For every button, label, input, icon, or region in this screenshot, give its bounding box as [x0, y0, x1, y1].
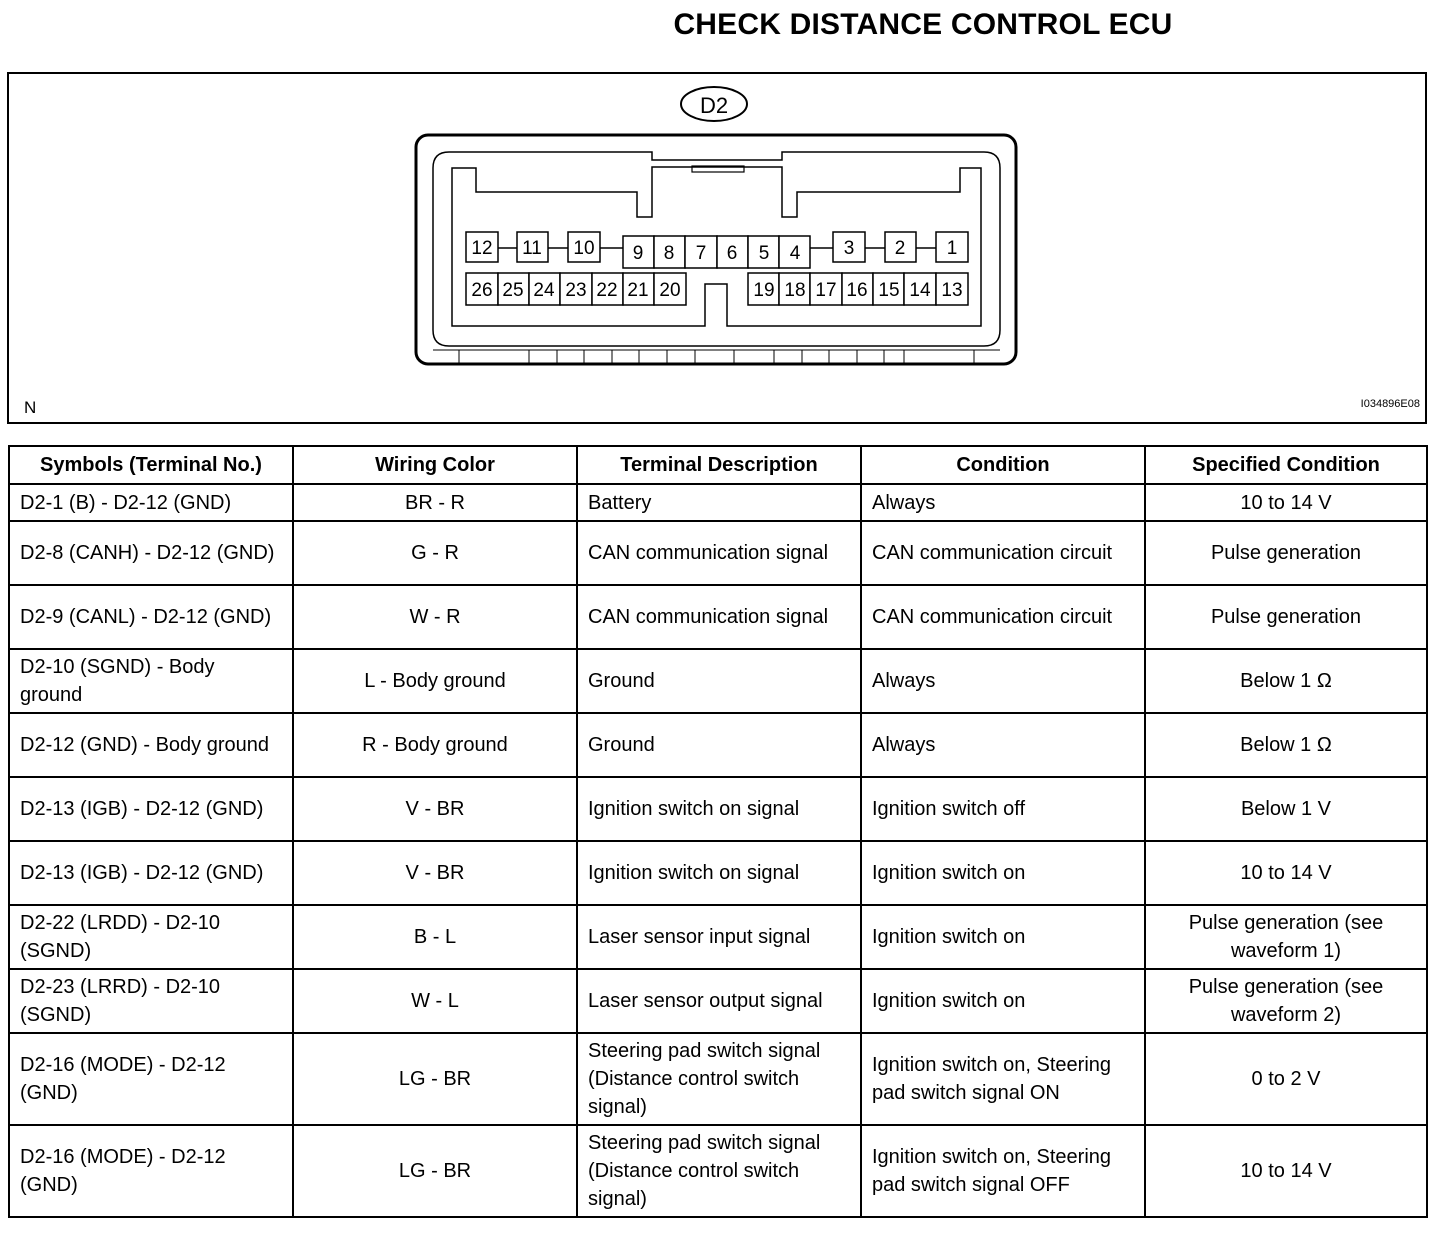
pin-4: 4 [789, 243, 801, 264]
condition-cell: CAN communication circuit [861, 585, 1145, 649]
pin-23: 23 [565, 280, 587, 301]
symbol-cell: D2-1 (B) - D2-12 (GND) [9, 484, 293, 521]
table-row [9, 649, 1427, 713]
condition-cell: Ignition switch on, Steering pad switch signal ON [861, 1033, 1145, 1125]
pin-18: 18 [784, 280, 806, 301]
pin-20: 20 [659, 280, 681, 301]
condition-cell: CAN communication circuit [861, 521, 1145, 585]
figure-code: I034896E08 [1360, 398, 1420, 410]
pin-1: 1 [946, 238, 958, 259]
specified-cell: Below 1 Ω [1145, 713, 1427, 777]
pin-10: 10 [573, 238, 595, 259]
specified-cell: 0 to 2 V [1145, 1033, 1427, 1125]
table-row [9, 1033, 1427, 1125]
symbol-cell: D2-12 (GND) - Body ground [9, 713, 293, 777]
col-header-specified-condition: Specified Condition [1145, 446, 1427, 484]
symbol-cell: D2-13 (IGB) - D2-12 (GND) [9, 841, 293, 905]
description-cell: Ignition switch on signal [577, 777, 861, 841]
description-cell: CAN communication signal [577, 521, 861, 585]
pin-12: 12 [471, 238, 493, 259]
pin-17: 17 [815, 280, 837, 301]
wiring-color-cell: BR - R [293, 484, 577, 521]
spec-table [8, 445, 1428, 1218]
specified-cell: 10 to 14 V [1145, 484, 1427, 521]
specified-cell: 10 to 14 V [1145, 1125, 1427, 1217]
wiring-color-cell: B - L [293, 905, 577, 969]
pin-21: 21 [627, 280, 649, 301]
wiring-color-cell: G - R [293, 521, 577, 585]
pin-26: 26 [471, 280, 493, 301]
table-row [9, 969, 1427, 1033]
pin-9: 9 [632, 243, 644, 264]
symbol-cell: D2-13 (IGB) - D2-12 (GND) [9, 777, 293, 841]
pin-6: 6 [726, 243, 738, 264]
pin-25: 25 [502, 280, 524, 301]
page-title: CHECK DISTANCE CONTROL ECU [673, 8, 1173, 41]
specified-cell: Pulse generation (see waveform 1) [1145, 905, 1427, 969]
specified-cell: 10 to 14 V [1145, 841, 1427, 905]
wiring-color-cell: W - R [293, 585, 577, 649]
connector-label: D2 [699, 93, 729, 118]
wiring-color-cell: L - Body ground [293, 649, 577, 713]
pin-24: 24 [533, 280, 555, 301]
specified-cell: Below 1 Ω [1145, 649, 1427, 713]
condition-cell: Ignition switch on [861, 969, 1145, 1033]
wiring-color-cell: W - L [293, 969, 577, 1033]
wiring-color-cell: LG - BR [293, 1033, 577, 1125]
pin-3: 3 [843, 238, 855, 259]
condition-cell: Ignition switch off [861, 777, 1145, 841]
pin-7: 7 [695, 243, 707, 264]
pin-22: 22 [596, 280, 618, 301]
description-cell: Laser sensor input signal [577, 905, 861, 969]
description-cell: CAN communication signal [577, 585, 861, 649]
symbol-cell: D2-16 (MODE) - D2-12 (GND) [9, 1033, 293, 1125]
pin-11: 11 [522, 238, 542, 259]
symbol-cell: D2-9 (CANL) - D2-12 (GND) [9, 585, 293, 649]
figure-note: N [24, 398, 37, 417]
condition-cell: Ignition switch on [861, 841, 1145, 905]
table-row [9, 777, 1427, 841]
pin-14: 14 [909, 280, 931, 301]
pin-19: 19 [753, 280, 775, 301]
symbol-cell: D2-8 (CANH) - D2-12 (GND) [9, 521, 293, 585]
condition-cell: Ignition switch on [861, 905, 1145, 969]
description-cell: Steering pad switch signal (Distance control switch signal) [577, 1125, 861, 1217]
wiring-color-cell: LG - BR [293, 1125, 577, 1217]
table-row [9, 1125, 1427, 1217]
specified-cell: Pulse generation [1145, 521, 1427, 585]
wiring-color-cell: R - Body ground [293, 713, 577, 777]
pin-13: 13 [941, 280, 963, 301]
symbol-cell: D2-23 (LRRD) - D2-10 (SGND) [9, 969, 293, 1033]
symbol-cell: D2-10 (SGND) - Body ground [9, 649, 293, 713]
pin-16: 16 [846, 280, 868, 301]
description-cell: Battery [577, 484, 861, 521]
specified-cell: Below 1 V [1145, 777, 1427, 841]
description-cell: Steering pad switch signal (Distance control switch signal) [577, 1033, 861, 1125]
condition-cell: Always [861, 484, 1145, 521]
description-cell: Ground [577, 649, 861, 713]
table-row [9, 521, 1427, 585]
col-header-wiring-color: Wiring Color [293, 446, 577, 484]
pin-8: 8 [663, 243, 675, 264]
symbol-cell: D2-16 (MODE) - D2-12 (GND) [9, 1125, 293, 1217]
connector-figure [7, 72, 1427, 424]
connector-diagram [9, 74, 1425, 422]
pin-2: 2 [894, 238, 906, 259]
condition-cell: Always [861, 713, 1145, 777]
table-row [9, 585, 1427, 649]
description-cell: Laser sensor output signal [577, 969, 861, 1033]
wiring-color-cell: V - BR [293, 841, 577, 905]
symbol-cell: D2-22 (LRDD) - D2-10 (SGND) [9, 905, 293, 969]
specified-cell: Pulse generation [1145, 585, 1427, 649]
specified-cell: Pulse generation (see waveform 2) [1145, 969, 1427, 1033]
table-header-row [9, 446, 1427, 484]
condition-cell: Always [861, 649, 1145, 713]
table-row [9, 905, 1427, 969]
table-row [9, 841, 1427, 905]
wiring-color-cell: V - BR [293, 777, 577, 841]
pin-5: 5 [758, 243, 770, 264]
pin-15: 15 [878, 280, 900, 301]
col-header-terminal-description: Terminal Description [577, 446, 861, 484]
col-header-symbols: Symbols (Terminal No.) [9, 446, 293, 484]
description-cell: Ignition switch on signal [577, 841, 861, 905]
table-row [9, 484, 1427, 521]
description-cell: Ground [577, 713, 861, 777]
col-header-condition: Condition [861, 446, 1145, 484]
table-row [9, 713, 1427, 777]
condition-cell: Ignition switch on, Steering pad switch signal OFF [861, 1125, 1145, 1217]
